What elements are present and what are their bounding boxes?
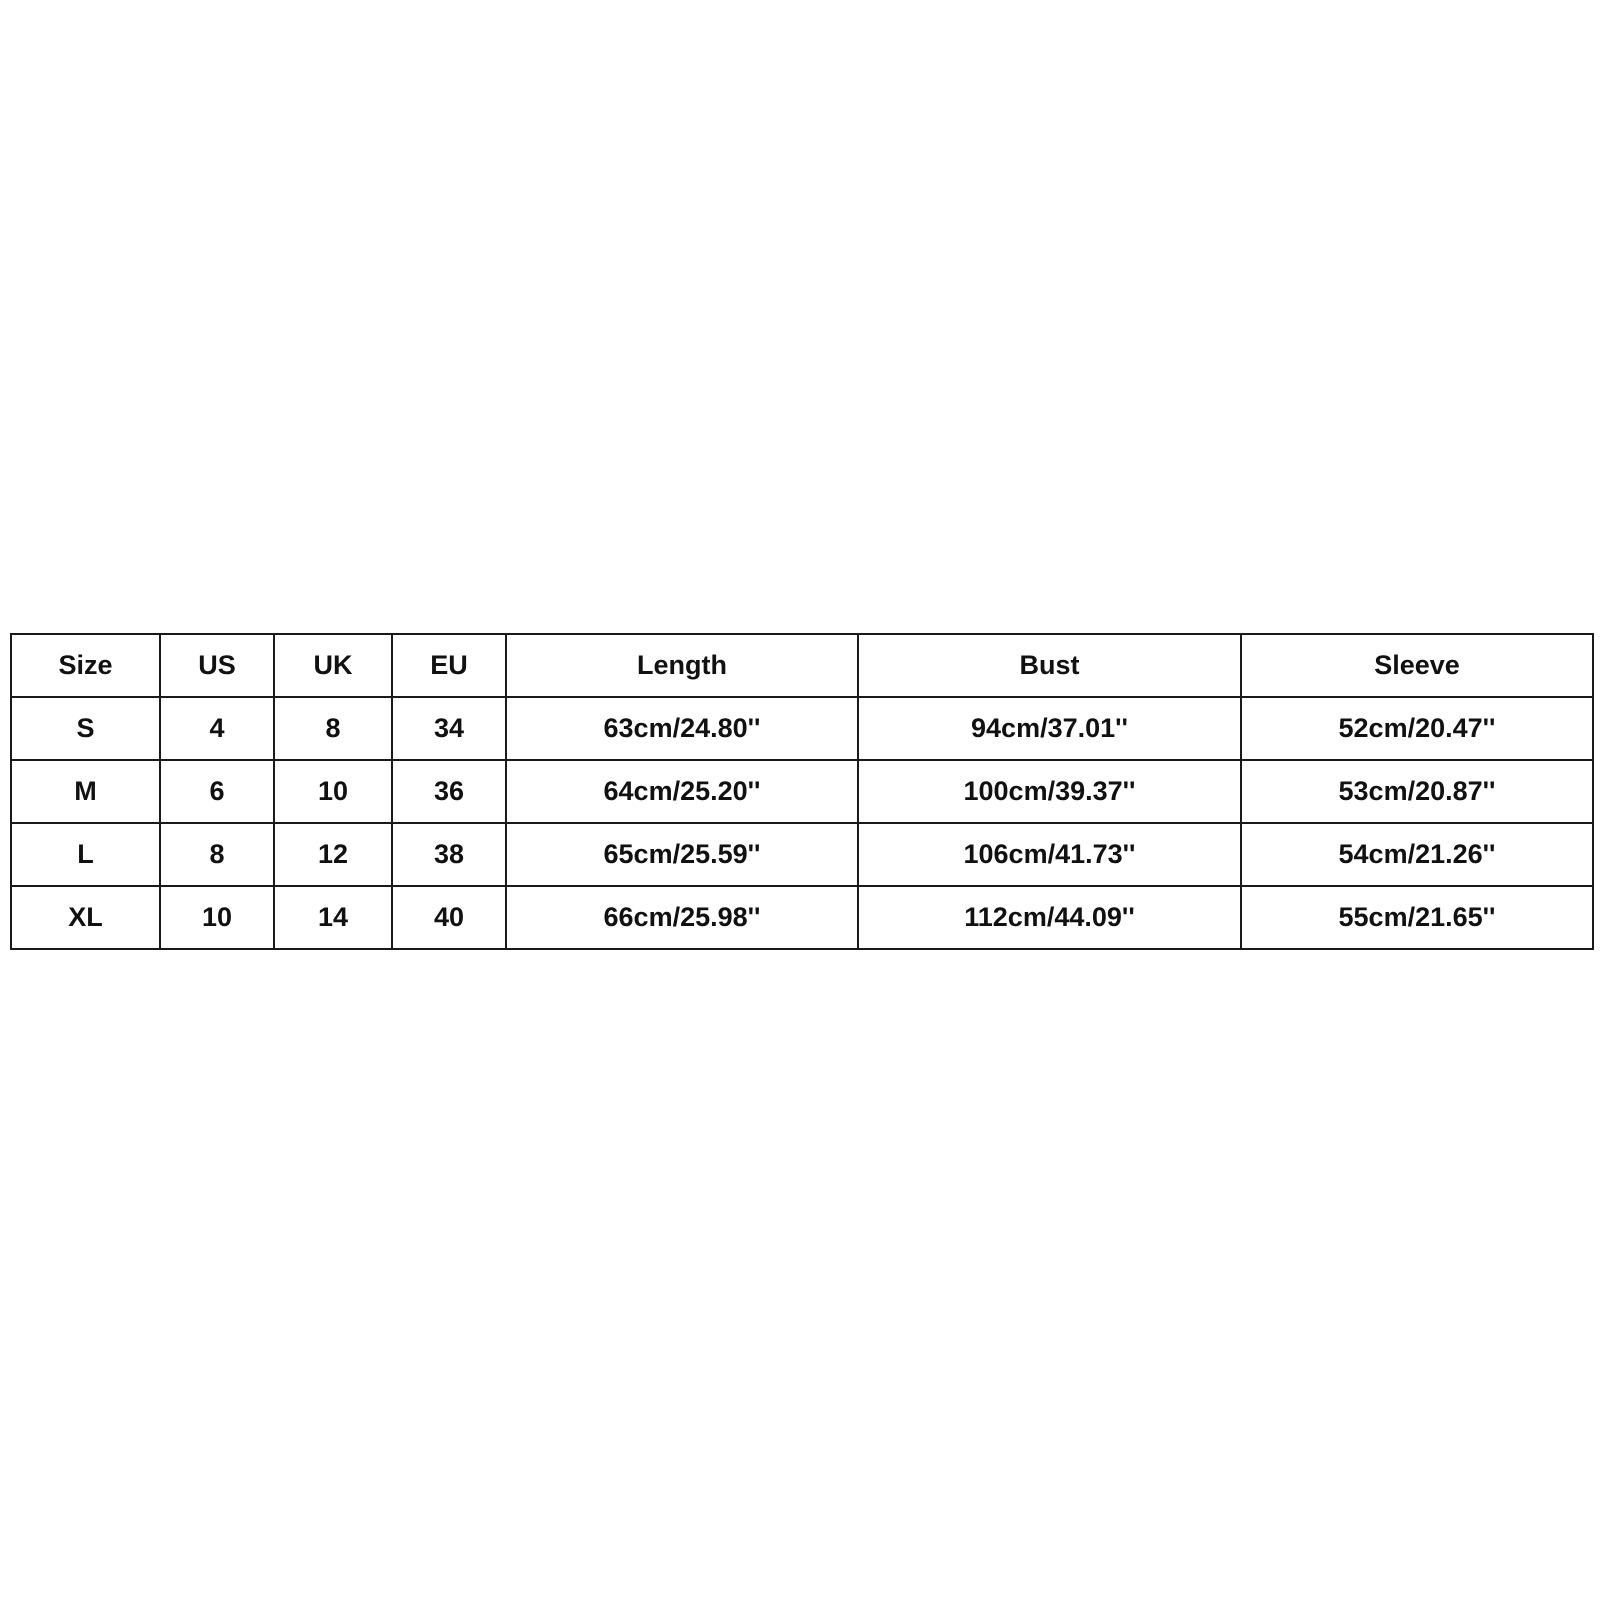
cell-us: 10	[160, 886, 274, 949]
header-uk: UK	[274, 634, 392, 697]
header-sleeve: Sleeve	[1241, 634, 1593, 697]
cell-bust: 112cm/44.09''	[858, 886, 1241, 949]
cell-uk: 12	[274, 823, 392, 886]
cell-sleeve: 53cm/20.87''	[1241, 760, 1593, 823]
header-us: US	[160, 634, 274, 697]
table-header-row	[11, 634, 1593, 697]
size-chart-table	[10, 633, 1594, 950]
cell-length: 65cm/25.59''	[506, 823, 858, 886]
cell-bust: 100cm/39.37''	[858, 760, 1241, 823]
table-row	[11, 697, 1593, 760]
cell-us: 8	[160, 823, 274, 886]
cell-sleeve: 54cm/21.26''	[1241, 823, 1593, 886]
cell-length: 64cm/25.20''	[506, 760, 858, 823]
cell-bust: 94cm/37.01''	[858, 697, 1241, 760]
cell-size: XL	[11, 886, 160, 949]
cell-uk: 10	[274, 760, 392, 823]
cell-eu: 36	[392, 760, 506, 823]
header-length: Length	[506, 634, 858, 697]
cell-us: 6	[160, 760, 274, 823]
header-eu: EU	[392, 634, 506, 697]
cell-size: M	[11, 760, 160, 823]
cell-sleeve: 55cm/21.65''	[1241, 886, 1593, 949]
cell-uk: 14	[274, 886, 392, 949]
cell-eu: 34	[392, 697, 506, 760]
table-row	[11, 823, 1593, 886]
cell-uk: 8	[274, 697, 392, 760]
cell-eu: 38	[392, 823, 506, 886]
header-size: Size	[11, 634, 160, 697]
cell-size: L	[11, 823, 160, 886]
cell-length: 63cm/24.80''	[506, 697, 858, 760]
table-row	[11, 760, 1593, 823]
cell-length: 66cm/25.98''	[506, 886, 858, 949]
table-row	[11, 886, 1593, 949]
cell-bust: 106cm/41.73''	[858, 823, 1241, 886]
cell-eu: 40	[392, 886, 506, 949]
header-bust: Bust	[858, 634, 1241, 697]
cell-us: 4	[160, 697, 274, 760]
cell-sleeve: 52cm/20.47''	[1241, 697, 1593, 760]
cell-size: S	[11, 697, 160, 760]
